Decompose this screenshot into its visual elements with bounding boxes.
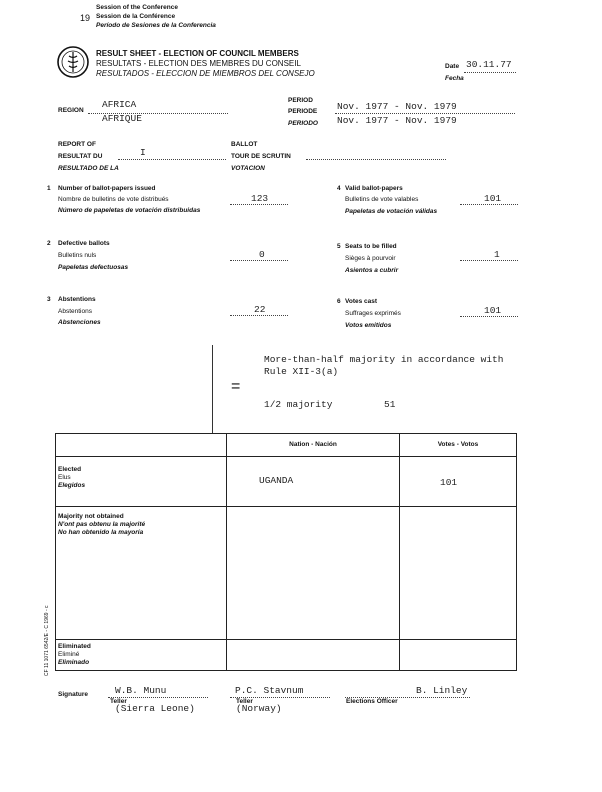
col-votes-header: Votes - Votos — [400, 434, 517, 457]
officer-label: Elections Officer — [346, 698, 398, 705]
ballot-label-es: VOTACION — [231, 165, 265, 172]
issued-label-fr: Nombre de bulletins de vote distribués — [58, 196, 169, 203]
item-1-number: 1 — [47, 185, 51, 192]
session-number: 19 — [80, 13, 91, 23]
elected-label-cell — [56, 457, 227, 507]
defective-label-en: Defective ballots — [58, 240, 110, 247]
cast-label-es: Votos emitidos — [345, 322, 392, 329]
report-value: I — [140, 147, 146, 158]
majority-equals: = — [231, 378, 241, 395]
eliminated-label-en: Eliminated — [58, 643, 91, 650]
region-label: REGION — [58, 107, 84, 114]
majority-line-2: Rule XII-3(a) — [264, 366, 339, 377]
abstentions-value: 22 — [254, 304, 266, 315]
valid-label-en: Valid ballot-papers — [345, 185, 403, 192]
title-es: RESULTADOS - ELECCION DE MIEMBROS DEL CONSEJO — [96, 69, 315, 78]
issued-label-en: Number of ballot-papers issued — [58, 185, 156, 192]
valid-label-fr: Bulletins de vote valables — [345, 196, 419, 203]
seats-label-fr: Sièges à pourvoir — [345, 255, 396, 262]
date-label-es: Fecha — [445, 75, 464, 82]
session-label-fr: Session de la Conférence — [96, 13, 176, 20]
item-3-number: 3 — [47, 296, 51, 303]
region-value-en: AFRICA — [102, 99, 137, 110]
teller2-label: Teller — [236, 698, 253, 705]
elected-nation: UGANDA — [259, 475, 294, 486]
eliminated-row — [56, 640, 517, 671]
ballot-label-fr: TOUR DE SCRUTIN — [231, 153, 291, 160]
issued-label-es: Número de papeletas de votación distribuidas — [58, 207, 201, 214]
half-majority-value: 51 — [384, 399, 396, 410]
elected-label-es: Elegidos — [58, 482, 86, 489]
seats-label-en: Seats to be filled — [345, 243, 397, 250]
date-label: Date — [445, 63, 460, 70]
issued-value: 123 — [251, 193, 269, 204]
report-label-es: RESULTADO DE LA — [58, 165, 119, 172]
not-obtained-row — [56, 507, 517, 640]
abstentions-label-fr: Abstentions — [58, 308, 92, 315]
teller1-name: W.B. Munu — [115, 685, 167, 696]
item-5-number: 5 — [337, 243, 341, 250]
cast-label-en: Votes cast — [345, 298, 378, 305]
form-code: CF 11 1071 6542/E - C 1969 - c — [44, 605, 50, 676]
item-2-number: 2 — [47, 240, 51, 247]
majority-brace — [212, 345, 213, 433]
item-4-number: 4 — [337, 185, 341, 192]
ballot-label-en: BALLOT — [231, 141, 258, 148]
defective-label-fr: Bulletins nuls — [58, 252, 97, 259]
not-obtained-label-es: No han obtenido la mayoría — [58, 529, 144, 536]
not-obtained-label-cell — [56, 507, 227, 640]
not-obtained-label-en: Majority not obtained — [58, 513, 124, 520]
date-value: 30.11.77 — [466, 59, 512, 70]
not-obtained-label-fr: N'ont pas obtenu la majorité — [58, 521, 146, 528]
table-header-row — [56, 434, 517, 457]
report-label-en: REPORT OF — [58, 141, 96, 148]
item-6-number: 6 — [337, 298, 341, 305]
eliminated-label-es: Eliminado — [58, 659, 90, 666]
results-table — [55, 433, 517, 671]
period-label-fr: PERIODE — [288, 108, 318, 115]
teller2-country: (Norway) — [236, 703, 282, 714]
signature-label: Signature — [58, 691, 88, 698]
period-value-1: Nov. 1977 - Nov. 1979 — [337, 101, 457, 112]
fao-logo — [57, 46, 89, 83]
eliminated-label-fr: Eliminé — [58, 651, 80, 658]
defective-value: 0 — [259, 249, 265, 260]
title-fr: RESULTATS - ELECTION DES MEMBRES DU CONSEIL — [96, 59, 301, 68]
elected-label-en: Elected — [58, 466, 82, 473]
cast-value: 101 — [484, 305, 502, 316]
abstentions-label-es: Abstenciones — [58, 319, 101, 326]
half-majority-label: 1/2 majority — [264, 399, 333, 410]
title-en: RESULT SHEET - ELECTION OF COUNCIL MEMBERS — [96, 49, 299, 58]
seats-label-es: Asientos a cubrir — [345, 267, 399, 274]
elected-row — [56, 457, 517, 507]
period-label-en: PERIOD — [288, 97, 313, 104]
eliminated-label-cell — [56, 640, 227, 671]
teller2-name: P.C. Stavnum — [235, 685, 304, 696]
session-label-en: Session of the Conference — [96, 4, 178, 11]
seats-value: 1 — [494, 249, 500, 260]
report-label-fr: RESULTAT DU — [58, 153, 103, 160]
cast-label-fr: Suffrages exprimés — [345, 310, 401, 317]
abstentions-label-en: Abstentions — [58, 296, 96, 303]
teller1-label: Teller — [110, 698, 127, 705]
session-label-es: Período de Sesiones de la Conferencia — [96, 22, 216, 29]
majority-line-1: More-than-half majority in accordance with — [264, 354, 504, 365]
region-value-fr: AFRIQUE — [102, 113, 142, 124]
period-value-2: Nov. 1977 - Nov. 1979 — [337, 115, 457, 126]
valid-value: 101 — [484, 193, 502, 204]
elected-votes: 101 — [440, 477, 458, 488]
elected-label-fr: Elus — [58, 474, 71, 481]
officer-name: B. Linley — [416, 685, 468, 696]
defective-label-es: Papeletas defectuosas — [58, 264, 129, 271]
valid-label-es: Papeletas de votación válidas — [345, 208, 438, 215]
col-nation-header: Nation - Nación — [227, 434, 400, 457]
period-label-es: PERIODO — [288, 120, 318, 127]
teller1-country: (Sierra Leone) — [115, 703, 195, 714]
